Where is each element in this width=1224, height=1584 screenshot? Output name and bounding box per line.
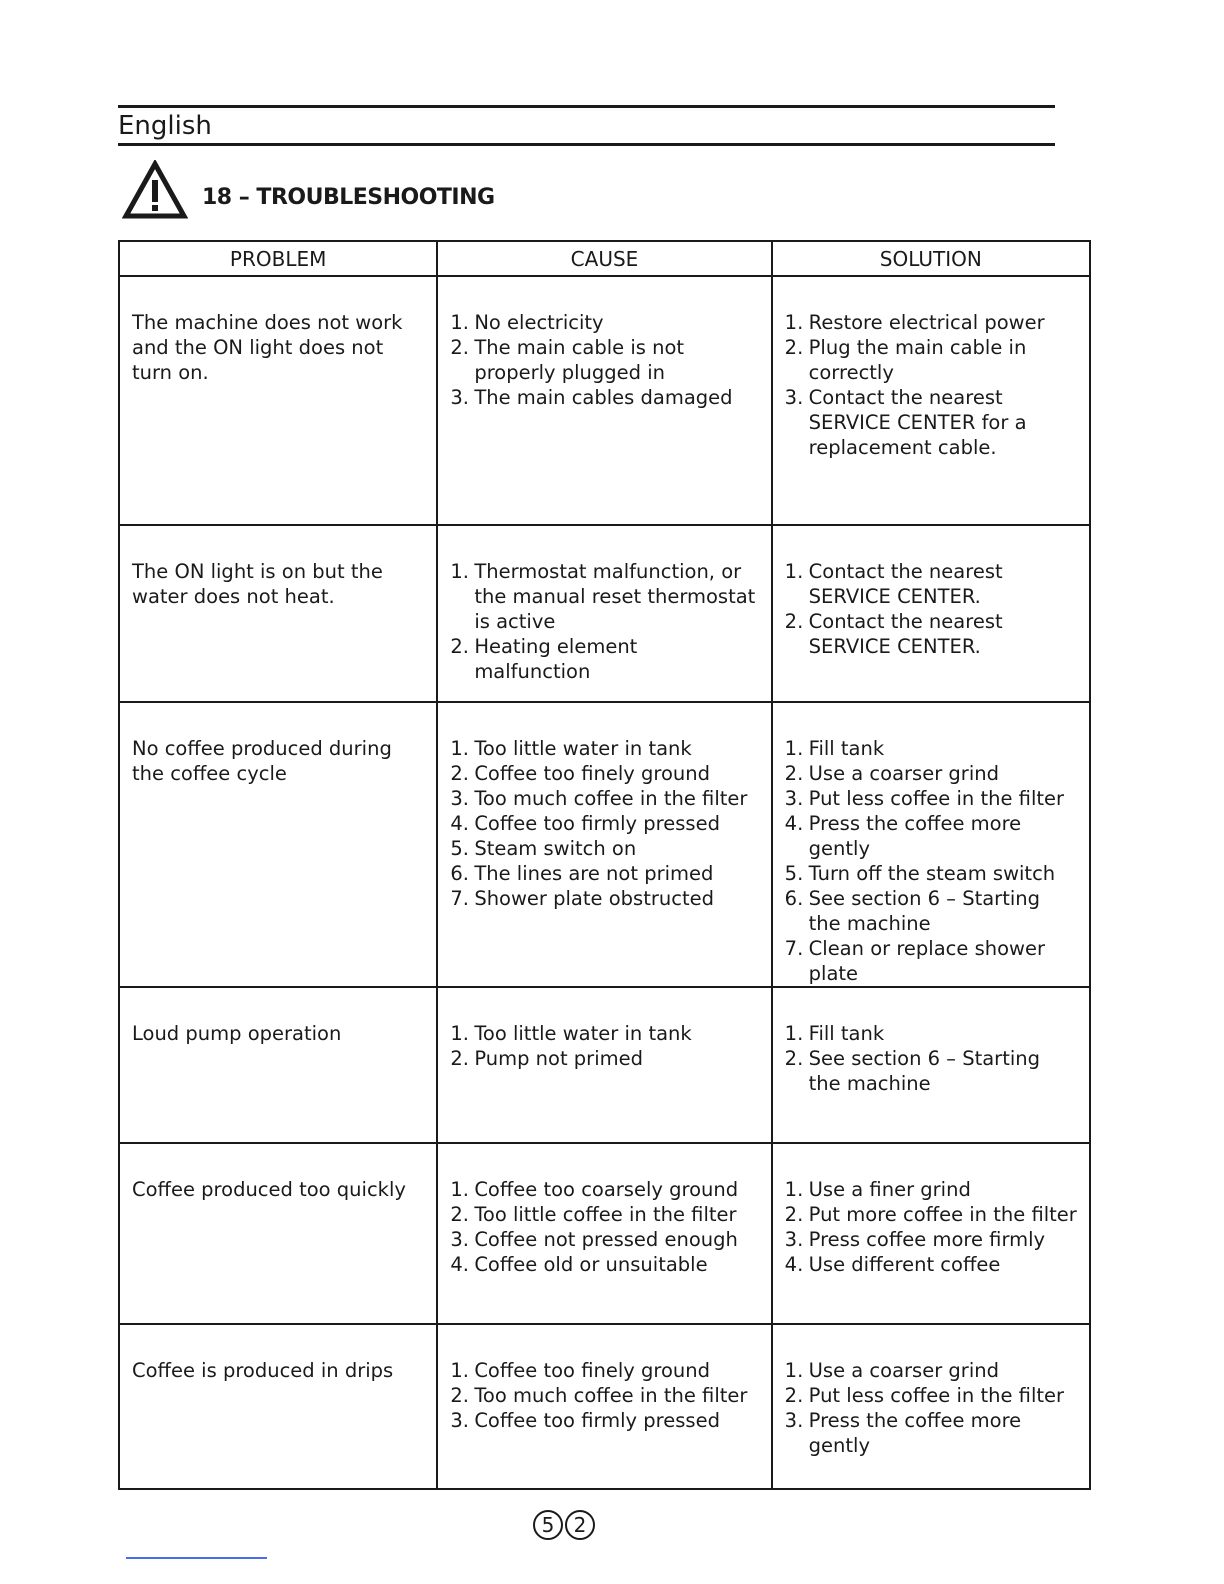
cause-cell <box>437 1324 771 1489</box>
list-item: 1. Coffee too coarsely ground <box>450 1178 739 1201</box>
table-row <box>119 987 1090 1143</box>
section-title: 18 – TROUBLESHOOTING <box>202 185 495 210</box>
list-item: 1. No electricity <box>450 311 604 334</box>
header-rule-top <box>118 105 1055 108</box>
list-item: 1. Too little water in tank <box>450 737 692 760</box>
warning-icon <box>122 160 188 220</box>
list-item: 4. Press the coffee more gently <box>784 812 1022 860</box>
list-item: 3. Contact the nearest SERVICE CENTER for a replacement cable. <box>784 386 1027 459</box>
page-digit: 2 <box>565 1510 595 1540</box>
problem-cell: No coffee produced during the coffee cycle <box>119 702 437 987</box>
list-item: 3. Coffee too firmly pressed <box>450 1409 720 1432</box>
list-item: 3. Put less coffee in the filter <box>784 787 1065 810</box>
solution-cell <box>772 276 1090 525</box>
list-item: 1. Fill tank <box>784 737 885 760</box>
solution-cell <box>772 702 1090 987</box>
list-item: 2. Contact the nearest SERVICE CENTER. <box>784 610 1003 658</box>
list-item: 3. Press the coffee more gently <box>784 1409 1022 1457</box>
problem-cell: Loud pump operation <box>119 987 437 1143</box>
cause-cell <box>437 987 771 1143</box>
list-item: 4. Coffee too firmly pressed <box>450 812 720 835</box>
cause-cell <box>437 276 771 525</box>
list-item: 2. Pump not primed <box>450 1047 643 1070</box>
table-row <box>119 1143 1090 1324</box>
cause-cell <box>437 525 771 702</box>
list-item: 1. Coffee too finely ground <box>450 1359 710 1382</box>
list-item: 2. Too much coffee in the filter <box>450 1384 748 1407</box>
list-item: 2. Plug the main cable in correctly <box>784 336 1027 384</box>
list-item: 1. Use a finer grind <box>784 1178 971 1201</box>
list-item: 2. Use a coarser grind <box>784 762 999 785</box>
cause-cell <box>437 702 771 987</box>
header-cause: CAUSE <box>437 241 771 276</box>
list-item: 3. Press coffee more firmly <box>784 1228 1046 1251</box>
header-problem: PROBLEM <box>119 241 437 276</box>
language-label: English <box>118 111 212 141</box>
list-item: 2. See section 6 – Starting the machine <box>784 1047 1040 1095</box>
list-item: 1. Contact the nearest SERVICE CENTER. <box>784 560 1003 608</box>
list-item: 2. Coffee too finely ground <box>450 762 710 785</box>
list-item: 1. Restore electrical power <box>784 311 1045 334</box>
list-item: 3. Coffee not pressed enough <box>450 1228 738 1251</box>
list-item: 5. Steam switch on <box>450 837 637 860</box>
table-row <box>119 1324 1090 1489</box>
problem-cell: The ON light is on but the water does not heat. <box>119 525 437 702</box>
list-item: 2. Heating element malfunction <box>450 635 638 683</box>
problem-cell: The machine does not work and the ON light does not turn on. <box>119 276 437 525</box>
troubleshooting-table <box>118 240 1091 1490</box>
solution-cell <box>772 1324 1090 1489</box>
table-row <box>119 525 1090 702</box>
table-row <box>119 276 1090 525</box>
list-item: 1. Thermostat malfunction, or the manual reset thermostat is active <box>450 560 756 633</box>
list-item: 6. See section 6 – Starting the machine <box>784 887 1040 935</box>
table-header-row <box>119 241 1090 276</box>
solution-cell <box>772 1143 1090 1324</box>
cause-cell <box>437 1143 771 1324</box>
list-item: 2. Put less coffee in the filter <box>784 1384 1065 1407</box>
problem-cell: Coffee is produced in drips <box>119 1324 437 1489</box>
list-item: 3. The main cables damaged <box>450 386 733 409</box>
decorative-underline <box>126 1557 267 1559</box>
table-row <box>119 702 1090 987</box>
list-item: 2. The main cable is not properly plugged in <box>450 336 685 384</box>
list-item: 7. Clean or replace shower plate <box>784 937 1045 985</box>
list-item: 3. Too much coffee in the filter <box>450 787 748 810</box>
header-rule-bottom <box>118 143 1055 146</box>
page-digit: 5 <box>533 1510 563 1540</box>
list-item: 2. Too little coffee in the filter <box>450 1203 737 1226</box>
list-item: 1. Fill tank <box>784 1022 885 1045</box>
list-item: 1. Use a coarser grind <box>784 1359 999 1382</box>
list-item: 4. Use different coffee <box>784 1253 1001 1276</box>
list-item: 1. Too little water in tank <box>450 1022 692 1045</box>
page-number <box>533 1510 595 1540</box>
list-item: 2. Put more coffee in the filter <box>784 1203 1077 1226</box>
header-solution: SOLUTION <box>772 241 1090 276</box>
list-item: 7. Shower plate obstructed <box>450 887 714 910</box>
solution-cell <box>772 987 1090 1143</box>
list-item: 6. The lines are not primed <box>450 862 714 885</box>
problem-cell: Coffee produced too quickly <box>119 1143 437 1324</box>
solution-cell <box>772 525 1090 702</box>
list-item: 5. Turn off the steam switch <box>784 862 1056 885</box>
list-item: 4. Coffee old or unsuitable <box>450 1253 708 1276</box>
